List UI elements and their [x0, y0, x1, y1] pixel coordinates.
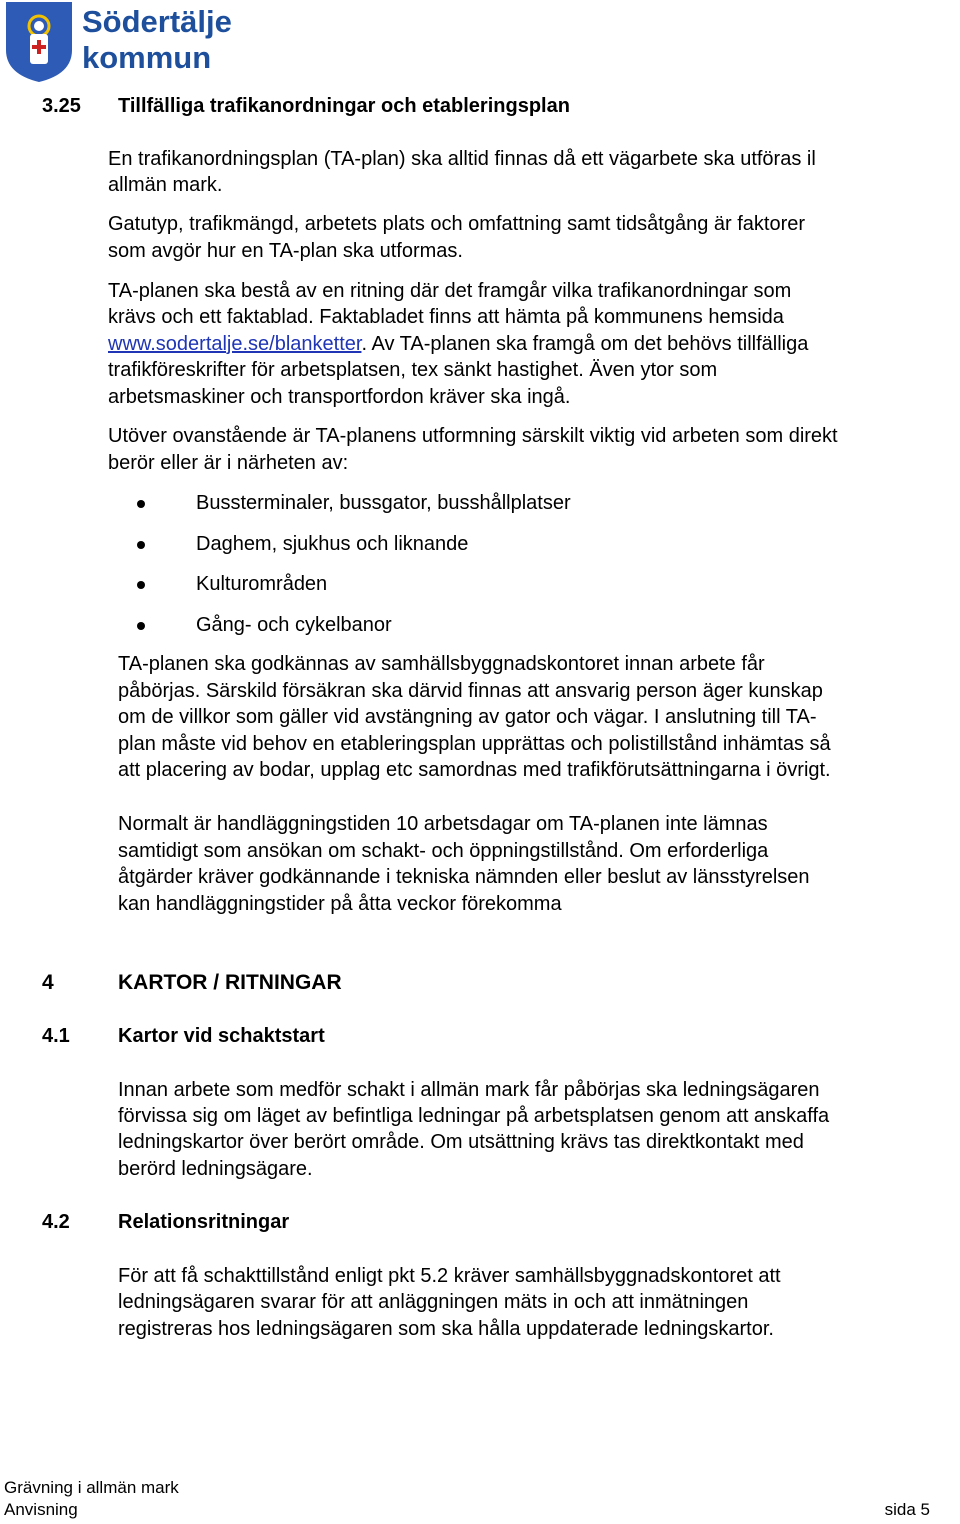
paragraph-line: registreras hos ledningsägaren som ska hålla uppdaterade ledningskartor. — [118, 1318, 774, 1340]
paragraph-line: För att få schakttillstånd enligt pkt 5.2 kräver samhällsbyggnadskontoret att — [118, 1265, 781, 1287]
paragraph-line: Gatutyp, trafikmängd, arbetets plats och omfattning samt tidsåtgång är faktorer — [108, 213, 806, 235]
list-item: Gång- och cykelbanor — [196, 614, 392, 636]
paragraph-line: trafikföreskrifter för arbetsplatsen, tex sänkt hastighet. Även ytor som — [108, 359, 718, 381]
paragraph-line: TA-planen ska bestå av en ritning där det framgår vilka trafikanordningar som — [108, 280, 792, 302]
paragraph-line: berör eller är i närheten av: — [108, 452, 349, 474]
paragraph-line: om de villkor som gäller vid avstängning av gator och vägar. I anslutning till TA- — [118, 706, 817, 728]
paragraph-line: förvissa sig om läget av befintliga ledningar på arbetsplatsen genom att anskaffa — [118, 1105, 830, 1127]
paragraph-line: ledningsägaren svarar för att anläggningen mäts in och att inmätningen — [118, 1291, 749, 1313]
section-number: 4.2 — [42, 1211, 70, 1233]
paragraph-line: berörd ledningsägare. — [118, 1158, 313, 1180]
bullet-icon — [137, 622, 145, 630]
blanketter-link[interactable]: www.sodertalje.se/blanketter — [108, 333, 362, 355]
paragraph-line: som avgör hur en TA-plan ska utformas. — [108, 240, 463, 262]
list-item: Daghem, sjukhus och liknande — [196, 533, 469, 555]
paragraph-line: krävs och ett faktablad. Faktabladet finns att hämta på kommunens hemsida — [108, 306, 784, 328]
list-item: Kulturområden — [196, 573, 328, 595]
paragraph-line: påbörjas. Särskild försäkran ska därvid finnas att ansvarig person äger kunskap — [118, 680, 823, 702]
section-number: 4 — [42, 971, 54, 994]
section-title: Tillfälliga trafikanordningar och etableringsplan — [118, 95, 570, 117]
paragraph-line: åtgärder kräver godkännande i tekniska nämnden eller beslut av länsstyrelsen — [118, 866, 810, 888]
section-title: Relationsritningar — [118, 1211, 290, 1233]
footer-document-title: Grävning i allmän mark — [4, 1478, 179, 1497]
logo-line-1: Södertälje — [82, 4, 232, 39]
section-title: KARTOR / RITNINGAR — [118, 971, 342, 994]
paragraph-line: Innan arbete som medför schakt i allmän mark får påbörjas ska ledningsägaren — [118, 1079, 820, 1101]
paragraph-line: plan måste vid behov en etableringsplan upprättas och polistillstånd inhämtas så — [118, 733, 831, 755]
footer-document-type: Anvisning — [4, 1500, 78, 1519]
paragraph-text: . Av TA-planen ska framgå om det behövs tillfälliga — [361, 333, 809, 355]
list-item: Bussterminaler, bussgator, busshållplatser — [196, 492, 571, 514]
coat-of-arms-icon — [4, 0, 74, 84]
paragraph-line — [108, 331, 808, 358]
bullet-icon — [137, 541, 145, 549]
municipality-logo — [4, 0, 244, 84]
paragraph-line: En trafikanordningsplan (TA-plan) ska alltid finnas då ett vägarbete ska utföras il — [108, 148, 816, 170]
paragraph-line: Normalt är handläggningstiden 10 arbetsdagar om TA-planen inte lämnas — [118, 813, 768, 835]
paragraph-line: arbetsmaskiner och transportfordon kräver ska ingå. — [108, 386, 571, 408]
paragraph-line: kan handläggningstider på åtta veckor förekomma — [118, 893, 562, 915]
paragraph-line: att placering av bodar, upplag etc samordnas med trafikförutsättningarna i övrigt. — [118, 759, 831, 781]
logo-line-2: kommun — [82, 40, 212, 75]
bullet-icon — [137, 581, 145, 589]
section-title: Kartor vid schaktstart — [118, 1025, 325, 1047]
section-number: 3.25 — [42, 95, 81, 117]
bullet-icon — [137, 500, 145, 508]
paragraph-line: ledningskartor över berört område. Om utsättning krävs tas direktkontakt med — [118, 1131, 804, 1153]
paragraph-line: samtidigt som ansökan om schakt- och öppningstillstånd. Om erforderliga — [118, 840, 769, 862]
section-number: 4.1 — [42, 1025, 70, 1047]
paragraph-line: Utöver ovanstående är TA-planens utformning särskilt viktig vid arbeten som direkt — [108, 425, 838, 447]
paragraph-line: TA-planen ska godkännas av samhällsbyggnadskontoret innan arbete får — [118, 653, 765, 675]
paragraph-line: allmän mark. — [108, 174, 223, 196]
footer-page-number: sida 5 — [884, 1500, 930, 1519]
